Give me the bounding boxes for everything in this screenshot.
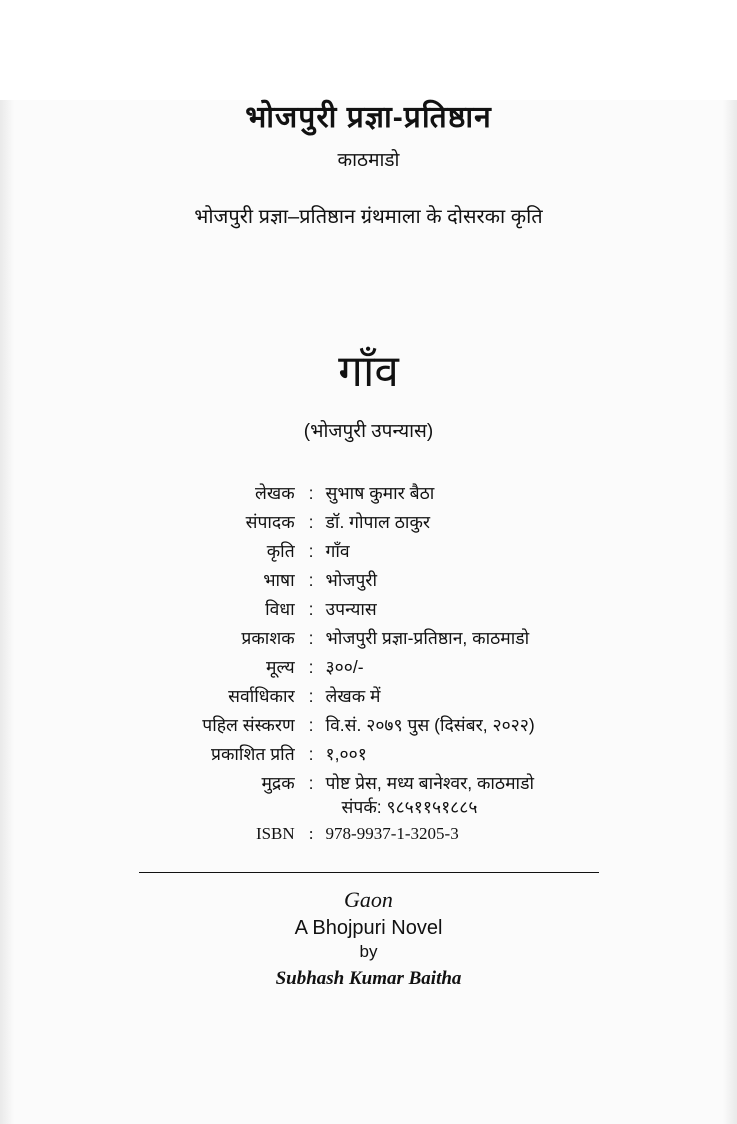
meta-separator: : (308, 714, 314, 735)
table-row (202, 652, 534, 681)
meta-value: लेखक में (325, 685, 381, 706)
meta-separator: : (308, 772, 314, 793)
meta-separator: : (308, 540, 314, 561)
meta-separator: : (308, 482, 314, 503)
meta-separator: : (308, 598, 314, 619)
meta-label: सर्वाधिकार (228, 685, 295, 706)
book-title: गाँव (338, 347, 399, 396)
meta-separator: : (308, 627, 314, 648)
meta-value: भोजपुरी (325, 569, 377, 590)
table-row (202, 536, 534, 565)
book-subtitle: (भोजपुरी उपन्यास) (303, 421, 434, 442)
meta-separator: : (308, 823, 314, 843)
meta-label: संपादक (245, 511, 295, 532)
meta-value: १,००१ (325, 743, 367, 764)
meta-separator: : (308, 511, 314, 532)
meta-value (326, 768, 535, 821)
meta-value: ३००/- (325, 656, 364, 677)
horizontal-rule (139, 872, 599, 873)
table-row (202, 623, 534, 652)
meta-label: ISBN (255, 823, 295, 843)
table-row (202, 821, 534, 846)
meta-label: भाषा (263, 569, 295, 590)
meta-value: भोजपुरी प्रज्ञा-प्रतिष्ठान, काठमाडो (325, 627, 530, 648)
table-row (202, 507, 534, 536)
publisher-city: काठमाडो (337, 150, 400, 171)
meta-value: 978-9937-1-3205-3 (325, 823, 459, 843)
byline-word: by (359, 942, 378, 961)
meta-label: मूल्य (266, 656, 295, 677)
table-row (202, 739, 534, 768)
meta-label: मुद्रक (261, 772, 295, 793)
table-row (202, 478, 534, 507)
series-statement: भोजपुरी प्रज्ञा–प्रतिष्ठान ग्रंथमाला के दोसरका कृति (194, 206, 543, 228)
table-row (202, 710, 534, 739)
meta-value: वि.सं. २०७९ पुस (दिसंबर, २०२२) (325, 714, 535, 735)
meta-separator: : (308, 656, 314, 677)
page-content (0, 100, 737, 990)
meta-value: गाँव (325, 540, 350, 561)
meta-separator: : (308, 685, 314, 706)
table-row (202, 681, 534, 710)
romanized-subtitle: A Bhojpuri Novel (294, 917, 443, 939)
meta-label: प्रकाशित प्रति (211, 743, 295, 764)
meta-label: प्रकाशक (241, 627, 295, 648)
book-title-page (0, 100, 737, 1124)
meta-separator: : (308, 743, 314, 764)
publisher-name: भोजपुरी प्रज्ञा-प्रतिष्ठान (245, 101, 492, 134)
meta-value: सुभाष कुमार बैठा (325, 482, 435, 503)
romanized-title: Gaon (344, 887, 393, 912)
meta-label: पहिल संस्करण (202, 714, 295, 735)
meta-value: उपन्यास (325, 598, 377, 619)
printer-contact: संपर्क: ९८५११५१८८५ (341, 796, 478, 817)
meta-separator: : (308, 569, 314, 590)
printer-name: पोष्ट प्रेस, मध्य बानेश्वर, काठमाडो (325, 772, 534, 793)
table-row (202, 565, 534, 594)
imprint-details-table (202, 478, 534, 846)
romanized-author: Subhash Kumar Baitha (275, 968, 462, 989)
meta-label: लेखक (255, 482, 295, 503)
table-row (202, 594, 534, 623)
meta-value: डॉ. गोपाल ठाकुर (325, 511, 431, 532)
table-row (202, 768, 534, 821)
meta-label: कृति (266, 540, 295, 561)
meta-label: विधा (265, 598, 295, 619)
